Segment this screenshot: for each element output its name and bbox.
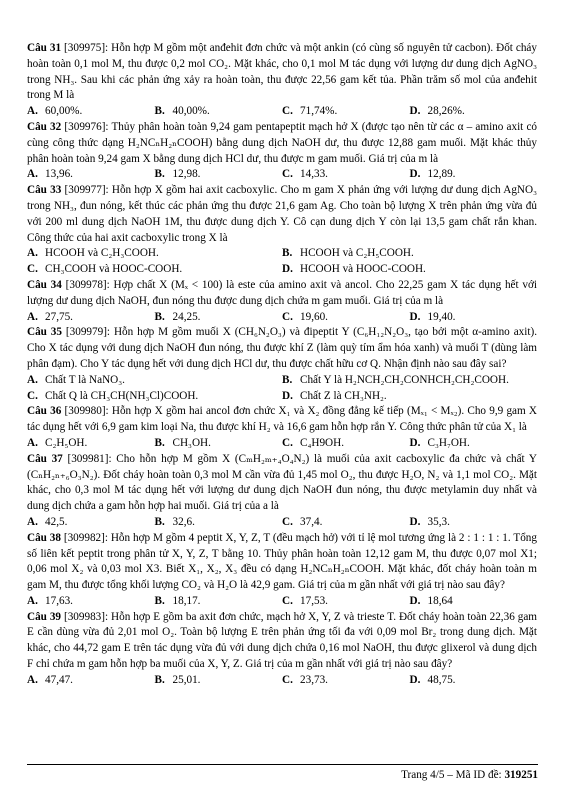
question-text xyxy=(27,278,537,310)
option-text: 18,17. xyxy=(172,594,201,607)
question-body: [309979]: Hỗn hợp M gồm muối X (CH₆N₂O₃) và đipeptit Y (C₆H₁₂N₂O₃, tạo bởi một α-amino axit). Cho X tác dụng với dung dịch NaOH đun nóng, thu được khí Z (làm quỳ tím ẩm hóa xanh) và muối T (dùng làm phân đạm). Cho Y tác dụng hết với dung dịch HCl dư, thu được chất hữu cơ Q. Nhận định nào sau đây sai? xyxy=(27,326,537,370)
option-label: C. xyxy=(27,389,38,402)
option-text: 17,63. xyxy=(45,594,73,607)
option-label: A. xyxy=(27,168,38,181)
option-b[interactable] xyxy=(282,373,537,389)
question-number: Câu 35 xyxy=(27,326,62,339)
option-a[interactable] xyxy=(27,167,155,183)
option-label: D. xyxy=(409,515,421,528)
question-number: Câu 34 xyxy=(27,278,62,291)
option-c[interactable] xyxy=(282,436,410,452)
option-text: 48,75. xyxy=(427,673,456,686)
option-c[interactable] xyxy=(282,594,410,610)
option-label: C. xyxy=(27,263,38,276)
page-footer xyxy=(0,768,538,784)
answer-options xyxy=(27,310,537,326)
option-label: A. xyxy=(27,673,38,686)
option-b[interactable] xyxy=(155,104,283,120)
option-label: B. xyxy=(154,310,165,323)
option-text: 42,5. xyxy=(45,515,68,528)
option-text: 14,33. xyxy=(300,168,328,181)
question-body: [309977]: Hỗn hợp X gồm hai axit cacboxylic. Cho m gam X phản ứng với lượng dư dung dịch AgNO₃ trong NH₃, đun nóng, kết thúc các phản ứng thu được 21,6 gam Ag. Cho toàn bộ lượng X trên phản ứng vừa đủ với 200 ml dung dịch NaOH 1M, thu được dung dịch Y. Cô cạn dung dịch Y còn lại 13,5 gam chất rắn khan. Công thức của hai axit cacboxylic trong X là xyxy=(27,184,537,244)
option-label: D. xyxy=(282,389,293,402)
option-text: CH₃COOH và HOOC-COOH. xyxy=(45,263,183,276)
option-text: 19,60. xyxy=(300,310,328,323)
footer-divider xyxy=(27,764,538,765)
question-body: [309981]: Cho hỗn hợp M gồm X (CₘH₂ₘ₊₄O₄N₂) là muối của axit cacboxylic đa chức và chất Y (CₙH₂ₙ₊₆O₃N₂). Đốt cháy hoàn toàn 0,3 mol M cần vừa đủ 1,45 mol O₂, thu được H₂O, N₂ và 1,1 mol CO₂. Mặt khác, cho 0,3 mol M tác dụng hết với lượng dư dung dịch NaOH đun nóng, thu được metylamin duy nhất và dung dịch chứa a gam hỗn hợp hai muối. Giá trị của a là xyxy=(27,452,537,513)
option-label: C. xyxy=(282,105,293,118)
option-label: B. xyxy=(154,168,165,181)
answer-options xyxy=(27,373,537,405)
question-body: [309976]: Thủy phân hoàn toàn 9,24 gam pentapeptit mạch hở X (được tạo nên từ các α – amino axit có cùng công thức dạng H₂NCₙH₂ₙCOOH) bằng dung dịch NaOH dư, thu được 12,88 gam muối. Mặt khác thủy phân hoàn toàn 9,24 gam X bằng dung dịch HCl dư, thu được m gam muối. Giá trị của m là xyxy=(27,120,537,165)
question-text xyxy=(27,610,537,673)
option-label: D. xyxy=(409,168,421,181)
option-text: 24,25. xyxy=(172,310,201,323)
option-c[interactable] xyxy=(27,262,282,278)
answer-options xyxy=(27,673,537,689)
option-text: 71,74%. xyxy=(300,105,338,118)
option-a[interactable] xyxy=(27,673,155,689)
option-text: 12,89. xyxy=(427,168,456,181)
option-label: A. xyxy=(27,105,38,118)
option-a[interactable] xyxy=(27,373,282,389)
option-label: C. xyxy=(282,310,293,323)
option-label: B. xyxy=(154,594,165,607)
option-text: CH₃OH. xyxy=(172,436,211,449)
option-b[interactable] xyxy=(155,167,283,183)
question-text xyxy=(27,325,537,372)
option-text: C₂H₅OH. xyxy=(45,436,88,449)
answer-options xyxy=(27,104,537,120)
option-c[interactable] xyxy=(282,515,410,531)
option-label: D. xyxy=(409,436,421,449)
option-label: B. xyxy=(282,373,293,386)
option-text: HCOOH và HOOC-COOH. xyxy=(300,263,426,276)
option-text: 19,40. xyxy=(427,310,456,323)
option-text: C₄H9OH. xyxy=(300,436,344,449)
answer-options xyxy=(27,436,537,452)
question-text xyxy=(27,452,537,515)
option-b[interactable] xyxy=(155,436,283,452)
question-number: Câu 39 xyxy=(27,610,62,623)
question-text xyxy=(27,120,537,167)
option-text: Chất Y là H₂NCH₂CH₂CONHCH₂CH₂COOH. xyxy=(300,373,509,386)
option-d[interactable] xyxy=(410,673,538,689)
option-text: 40,00%. xyxy=(172,105,210,118)
option-a[interactable] xyxy=(27,515,155,531)
option-a[interactable] xyxy=(27,436,155,452)
option-label: A. xyxy=(27,310,38,323)
question-text xyxy=(27,531,537,594)
option-text: 32,6. xyxy=(172,515,195,528)
option-label: C. xyxy=(282,436,293,449)
option-c[interactable] xyxy=(27,389,282,405)
question-number: Câu 37 xyxy=(27,452,63,465)
answer-options xyxy=(27,167,537,183)
option-label: B. xyxy=(154,673,165,686)
option-text: C₃H₇OH. xyxy=(427,436,470,449)
question xyxy=(27,183,537,278)
option-label: A. xyxy=(27,373,38,386)
option-text: 17,53. xyxy=(300,594,328,607)
option-label: D. xyxy=(409,310,421,323)
option-label: D. xyxy=(409,105,421,118)
option-text: 25,01. xyxy=(172,673,201,686)
answer-options xyxy=(27,594,537,610)
question xyxy=(27,278,537,325)
option-label: D. xyxy=(282,263,293,276)
option-text: Chất Q là CH₃CH(NH₃Cl)COOH. xyxy=(45,389,199,402)
answer-options xyxy=(27,515,537,531)
option-c[interactable] xyxy=(282,167,410,183)
option-d[interactable] xyxy=(282,262,537,278)
option-d[interactable] xyxy=(410,515,538,531)
question xyxy=(27,531,537,610)
option-label: C. xyxy=(282,594,293,607)
option-b[interactable] xyxy=(155,673,283,689)
question-number: Câu 38 xyxy=(27,531,61,544)
question-body: [309975]: Hỗn hợp M gồm một anđehit đơn chức và một ankin (có cùng số nguyên tử cacbon). Đốt cháy hoàn toàn 0,1 mol M, thu được 0,2 mol CO₂. Mặt khác, cho 0,1 mol M tác dụng với lượng dư dung dịch AgNO₃ trong NH₃. Sau khi các phản ứng xảy ra hoàn toàn, thu được 22,56 gam kết tủa. Phần trăm số mol của anđehit trong M là xyxy=(27,42,537,102)
question-number: Câu 31 xyxy=(27,42,62,54)
question-body: [309983]: Hỗn hợp E gồm ba axit đơn chức, mạch hở X, Y, Z và trieste T. Đốt cháy hoàn toàn 22,36 gam E cần dùng vừa đủ 2,01 mol O₂. Toàn bộ lượng E trên phản ứng tối đa với 0,09 mol Br₂ trong dung dịch. Mặt khác, cho 44,72 gam E trên tác dụng vừa đủ với dung dịch chứa 0,16 mol NaOH, thu được glixerol và dung dịch F chỉ chứa m gam hỗn hợp ba muối của X, Y, Z. Giá trị của m gần nhất với giá trị nào sau đây? xyxy=(27,610,537,671)
option-b[interactable] xyxy=(155,594,283,610)
page-number: Trang 4/5 – Mã ID đề: xyxy=(401,769,505,781)
option-c[interactable] xyxy=(282,673,410,689)
option-label: A. xyxy=(27,515,38,528)
question-number: Câu 33 xyxy=(27,184,62,197)
option-label: A. xyxy=(27,247,38,260)
option-a[interactable] xyxy=(27,246,282,262)
option-label: D. xyxy=(409,673,421,686)
option-text: 18,64 xyxy=(427,594,453,607)
option-label: C. xyxy=(282,673,293,686)
option-d[interactable] xyxy=(410,167,538,183)
question-text xyxy=(27,183,537,246)
option-text: 23,73. xyxy=(300,673,328,686)
question xyxy=(27,404,537,451)
option-label: C. xyxy=(282,515,293,528)
option-text: 35,3. xyxy=(427,515,450,528)
option-text: Chất T là NaNO₃. xyxy=(45,373,125,386)
option-b[interactable] xyxy=(155,515,283,531)
option-label: A. xyxy=(27,594,38,607)
option-c[interactable] xyxy=(282,104,410,120)
option-label: A. xyxy=(27,436,38,449)
option-label: B. xyxy=(154,436,165,449)
exam-id: 319251 xyxy=(504,769,538,781)
question xyxy=(27,41,537,120)
option-text: 13,96. xyxy=(45,168,73,181)
question-body: [309978]: Hợp chất X (Mₓ < 100) là este của amino axit và ancol. Cho 22,25 gam X tác dụng hết với lượng dư dung dịch NaOH, đun nóng thu được dung dịch chứa m gam muối. Giá trị của m là xyxy=(27,278,537,307)
question xyxy=(27,452,537,531)
option-text: HCOOH và C₂H₅COOH. xyxy=(300,247,414,260)
option-b[interactable] xyxy=(282,246,537,262)
option-d[interactable] xyxy=(410,436,538,452)
option-text: 37,4. xyxy=(300,515,323,528)
option-d[interactable] xyxy=(410,104,538,120)
option-text: Chất Z là CH₃NH₂. xyxy=(300,389,387,402)
option-text: 47,47. xyxy=(45,673,73,686)
option-a[interactable] xyxy=(27,104,155,120)
option-label: B. xyxy=(282,247,293,260)
option-a[interactable] xyxy=(27,594,155,610)
option-a[interactable] xyxy=(27,310,155,326)
question xyxy=(27,610,537,689)
option-text: 60,00%. xyxy=(45,105,83,118)
option-d[interactable] xyxy=(410,594,538,610)
option-label: D. xyxy=(409,594,421,607)
option-label: B. xyxy=(154,105,165,118)
question-text xyxy=(27,41,537,104)
option-text: HCOOH và C₂H₃COOH. xyxy=(45,247,159,260)
option-label: C. xyxy=(282,168,293,181)
option-text: 28,26%. xyxy=(427,105,465,118)
option-c[interactable] xyxy=(282,310,410,326)
question-text xyxy=(27,404,537,436)
question xyxy=(27,120,537,183)
question-body: [309982]: Hỗn hợp M gồm 4 peptit X, Y, Z, T (đều mạch hở) với tỉ lệ mol tương ứng là 2 : 1 : 1 : 1. Tổng số liên kết peptit trong phân tử X, Y, Z, T bằng 10. Thủy phân hoàn toàn 12,12 gam M, thu được 0,07 mol X1; 0,06 mol X₂ và 0,03 mol X3. Biết X₁, X₂, X₃ đều có dạng H₂NCₙH₂ₙCOOH. Mặt khác, đốt cháy hoàn toàn m gam M, thu được tổng khối lượng CO₂ và H₂O là 42,9 gam. Giá trị của m gần nhất với giá trị nào sau đây? xyxy=(27,531,537,592)
question-list xyxy=(27,41,537,689)
question-number: Câu 32 xyxy=(27,120,62,133)
option-text: 12,98. xyxy=(172,168,201,181)
option-d[interactable] xyxy=(410,310,538,326)
option-text: 27,75. xyxy=(45,310,73,323)
option-b[interactable] xyxy=(155,310,283,326)
question-body: [309980]: Hỗn hợp X gồm hai ancol đơn chức X₁ và X₂ đồng đẳng kế tiếp (Mₓ₁ < Mₓ₂). Cho 9,9 gam X tác dụng hết với 6,9 gam kim loại Na, thu được khí H₂ và 16,6 gam hỗn hợp rắn Y. Công thức phân tử của X₁ là xyxy=(27,405,537,434)
option-d[interactable] xyxy=(282,389,537,405)
question xyxy=(27,325,537,404)
answer-options xyxy=(27,246,537,278)
question-number: Câu 36 xyxy=(27,405,62,418)
option-label: B. xyxy=(154,515,165,528)
